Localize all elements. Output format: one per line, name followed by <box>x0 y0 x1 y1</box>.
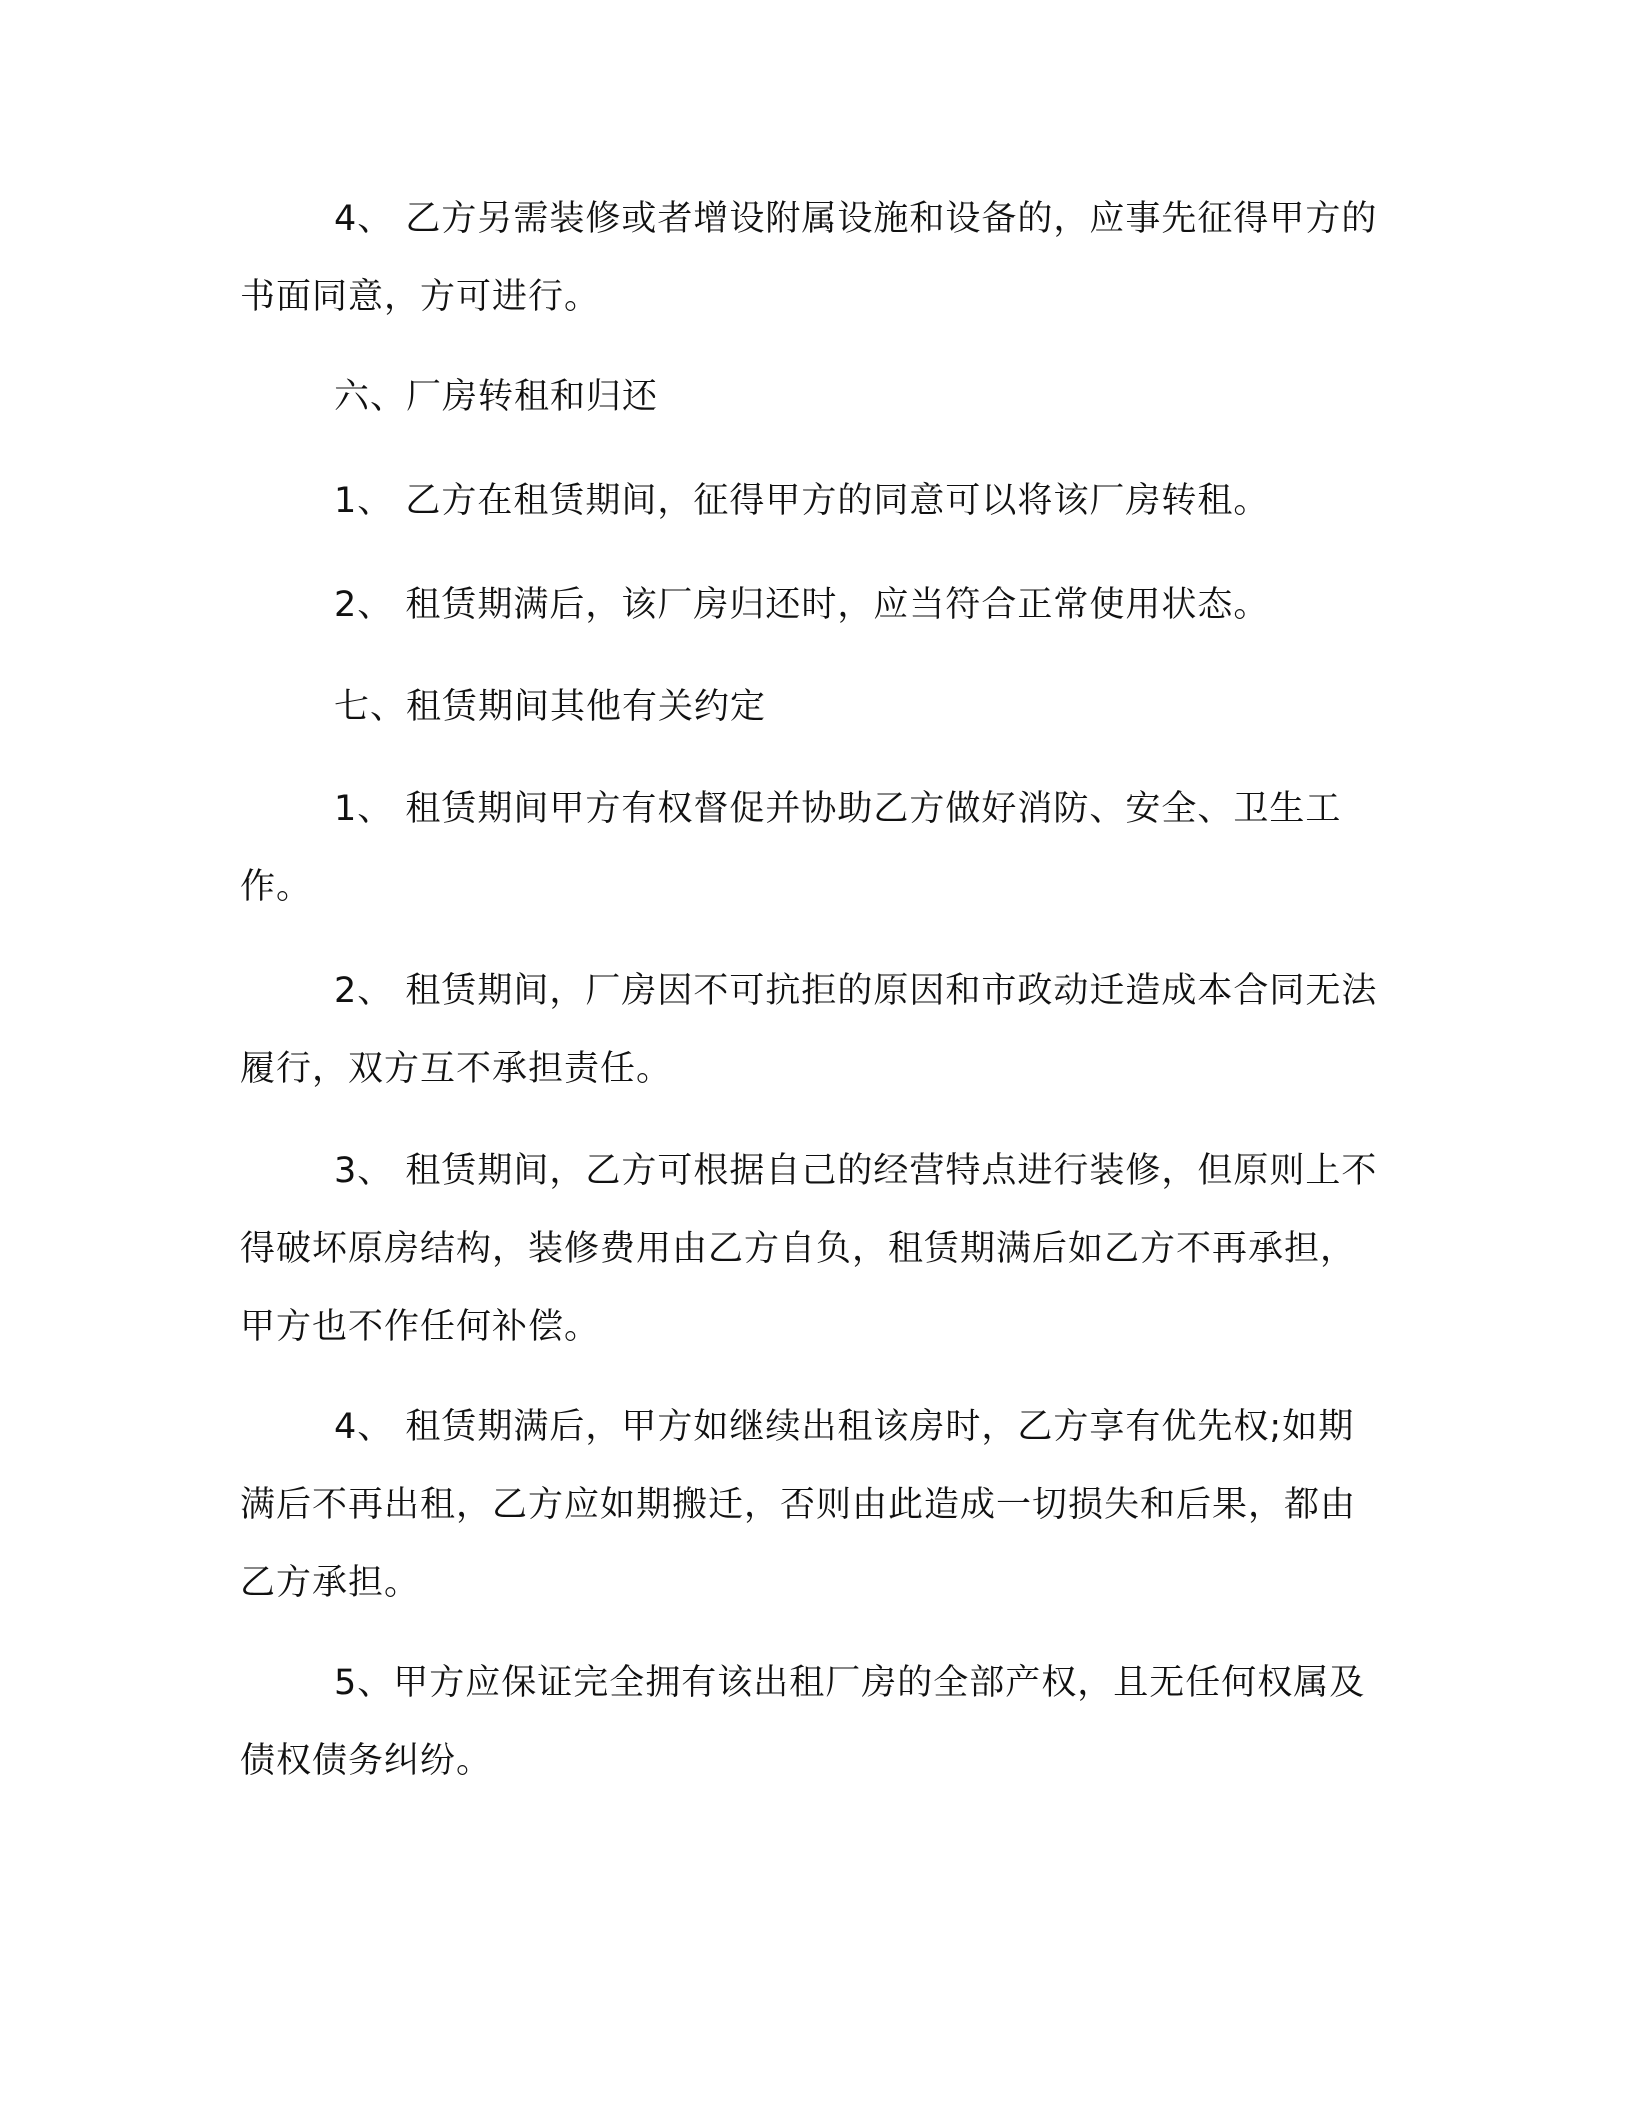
paragraph-item-2-force-majeure: 2、 租赁期间，厂房因不可抗拒的原因和市政动迁造成本合同无法履行，双方互不承担责任。 <box>240 971 1378 1089</box>
paragraph-item-1-safety: 1、 租赁期间甲方有权督促并协助乙方做好消防、安全、卫生工作。 <box>240 789 1342 907</box>
paragraph-item-5-property-rights: 5、甲方应保证完全拥有该出租厂房的全部产权，且无任何权属及债权债务纠纷。 <box>240 1663 1366 1781</box>
paragraph-item-3-renovation: 3、 租赁期间，乙方可根据自己的经营特点进行装修，但原则上不得破坏原房结构，装修费用由乙方自负，租赁期满后如乙方不再承担，甲方也不作任何补偿。 <box>240 1151 1378 1347</box>
paragraph-item-2-return: 2、 租赁期满后，该厂房归还时，应当符合正常使用状态。 <box>334 585 1270 625</box>
paragraph-item-1-sublease: 1、 乙方在租赁期间，征得甲方的同意可以将该厂房转租。 <box>334 481 1270 521</box>
section-heading-sublease-return: 六、厂房转租和归还 <box>334 377 659 417</box>
section-heading-other-agreements: 七、租赁期间其他有关约定 <box>334 687 767 727</box>
paragraph-item-4-priority: 4、 租赁期满后，甲方如继续出租该房时，乙方享有优先权;如期满后不再出租，乙方应如期搬迁，否则由此造成一切损失和后果，都由乙方承担。 <box>240 1407 1357 1603</box>
paragraph-item-4-decoration: 4、 乙方另需装修或者增设附属设施和设备的，应事先征得甲方的书面同意，方可进行。 <box>240 199 1378 317</box>
